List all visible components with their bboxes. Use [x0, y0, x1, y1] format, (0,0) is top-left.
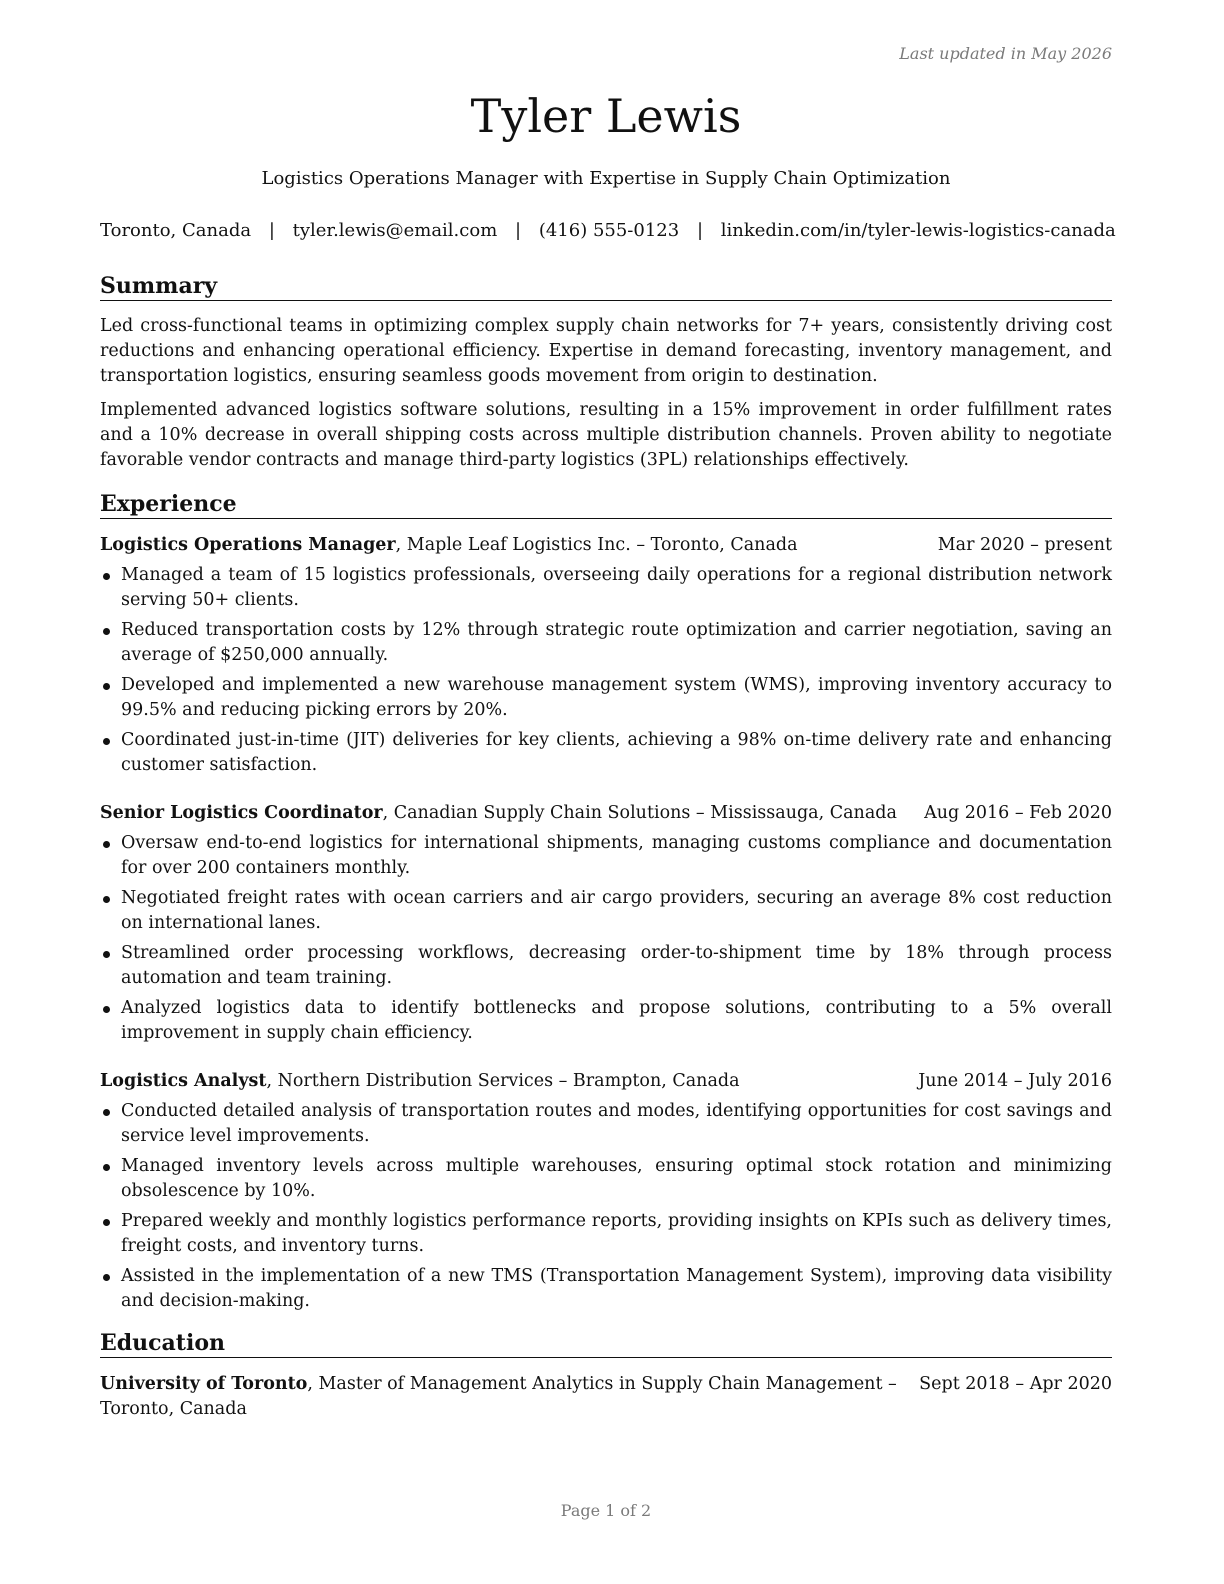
bullet-icon	[103, 1274, 110, 1281]
bullet-icon	[103, 1006, 110, 1013]
job-header	[100, 1069, 1112, 1094]
contact-separator: |	[515, 220, 522, 241]
job-bullets	[100, 1099, 1112, 1319]
job-header	[100, 533, 1112, 558]
contact-location: Toronto, Canada	[100, 220, 252, 241]
bullet-icon	[103, 841, 110, 848]
contact-phone[interactable]: (416) 555-0123	[538, 220, 680, 241]
job-dates: Aug 2016 – Feb 2020	[924, 803, 1112, 823]
bullet-text: Prepared weekly and monthly logistics performance reports, providing insights on KPIs such as delivery times, freight costs, and inventory turns.	[121, 1211, 1112, 1256]
last-updated-note: Last updated in May 2026	[899, 44, 1112, 63]
page-footer: Page 1 of 2	[560, 1501, 652, 1520]
list-item	[100, 996, 1112, 1046]
job-heading	[100, 801, 897, 826]
contact-linkedin[interactable]: linkedin.com/in/tyler-lewis-logistics-canada	[720, 220, 1116, 241]
bullet-text: Negotiated freight rates with ocean carriers and air cargo providers, securing an average 8% cost reduction on international lanes.	[121, 888, 1112, 933]
bullet-text: Analyzed logistics data to identify bottlenecks and propose solutions, contributing to a 5% overall improvement in supply chain efficiency.	[121, 998, 1112, 1043]
section-title-summary: Summary	[100, 272, 1112, 301]
bullet-icon	[103, 738, 110, 745]
list-item	[100, 1099, 1112, 1149]
bullet-text: Reduced transportation costs by 12% through strategic route optimization and carrier negotiation, saving an average of $250,000 annually.	[121, 620, 1112, 665]
candidate-name: Tyler Lewis	[470, 89, 742, 143]
bullet-icon	[103, 896, 110, 903]
list-item	[100, 1264, 1112, 1314]
bullet-icon	[103, 1164, 110, 1171]
section-title-education: Education	[100, 1329, 1112, 1358]
bullet-text: Streamlined order processing workflows, decreasing order-to-shipment time by 18% through process automation and team training.	[121, 943, 1112, 988]
summary-paragraph: Implemented advanced logistics software solutions, resulting in a 15% improvement in order fulfillment rates and a 10% decrease in overall shipping costs across multiple distribution channels. Proven ability to negotiate favorable vendor contracts and manage third-party logistics (3PL) relationships effectively.	[100, 400, 1112, 470]
list-item	[100, 941, 1112, 991]
education-dates: Sept 2018 – Apr 2020	[919, 1374, 1112, 1394]
list-item	[100, 728, 1112, 778]
section-title-experience: Experience	[100, 490, 1112, 519]
bullet-text: Developed and implemented a new warehouse management system (WMS), improving inventory accuracy to 99.5% and reducing picking errors by 20%.	[121, 675, 1112, 720]
list-item	[100, 886, 1112, 936]
job-heading	[100, 533, 798, 558]
job-title: Logistics Analyst	[100, 1071, 267, 1091]
contact-email[interactable]: tyler.lewis@email.com	[292, 220, 498, 241]
education-degree: , Master of Management Analytics in Supply Chain Management – Toronto, Canada	[100, 1374, 897, 1419]
bullet-icon	[103, 1219, 110, 1226]
list-item	[100, 563, 1112, 613]
resume-page	[100, 0, 1116, 1584]
bullet-text: Coordinated just-in-time (JIT) deliveries for key clients, achieving a 98% on-time delivery rate and enhancing customer satisfaction.	[121, 730, 1112, 775]
headline: Logistics Operations Manager with Expertise in Supply Chain Optimization	[261, 168, 951, 189]
contact-separator: |	[696, 220, 704, 241]
education-heading	[100, 1372, 900, 1422]
education-entry	[100, 1372, 1112, 1422]
bullet-text: Managed a team of 15 logistics professionals, overseeing daily operations for a regional distribution network serving 50+ clients.	[121, 565, 1112, 610]
education-school: University of Toronto	[100, 1374, 308, 1394]
bullet-icon	[103, 1109, 110, 1116]
list-item	[100, 1154, 1112, 1204]
bullet-icon	[103, 573, 110, 580]
list-item	[100, 673, 1112, 723]
job-title: Logistics Operations Manager	[100, 535, 396, 555]
summary-paragraph: Led cross-functional teams in optimizing complex supply chain networks for 7+ years, consistently driving cost reductions and enhancing operational efficiency. Expertise in demand forecasting, inventory management, and transportation logistics, ensuring seamless goods movement from origin to destination.	[100, 316, 1112, 386]
bullet-text: Assisted in the implementation of a new TMS (Transportation Management System), improving data visibility and decision-making.	[121, 1266, 1112, 1311]
list-item	[100, 831, 1112, 881]
job-company-location: , Maple Leaf Logistics Inc. – Toronto, Canada	[395, 535, 798, 555]
list-item	[100, 1209, 1112, 1259]
bullet-icon	[103, 628, 110, 635]
list-item	[100, 618, 1112, 668]
job-dates: Mar 2020 – present	[937, 535, 1112, 555]
job-dates: June 2014 – July 2016	[918, 1071, 1112, 1091]
contact-line	[100, 219, 1116, 243]
job-heading	[100, 1069, 740, 1094]
job-title: Senior Logistics Coordinator	[100, 803, 383, 823]
bullet-text: Managed inventory levels across multiple warehouses, ensuring optimal stock rotation and minimizing obsolescence by 10%.	[121, 1156, 1112, 1201]
job-company-location: , Northern Distribution Services – Brampton, Canada	[266, 1071, 740, 1091]
job-company-location: , Canadian Supply Chain Solutions – Mississauga, Canada	[382, 803, 897, 823]
bullet-text: Conducted detailed analysis of transportation routes and modes, identifying opportunities for cost savings and service level improvements.	[121, 1101, 1112, 1146]
bullet-text: Oversaw end-to-end logistics for international shipments, managing customs compliance and documentation for over 200 containers monthly.	[121, 833, 1112, 878]
bullet-icon	[103, 683, 110, 690]
contact-separator: |	[268, 220, 275, 241]
bullet-icon	[103, 951, 110, 958]
job-bullets	[100, 563, 1112, 783]
job-bullets	[100, 831, 1112, 1051]
job-header	[100, 801, 1112, 826]
